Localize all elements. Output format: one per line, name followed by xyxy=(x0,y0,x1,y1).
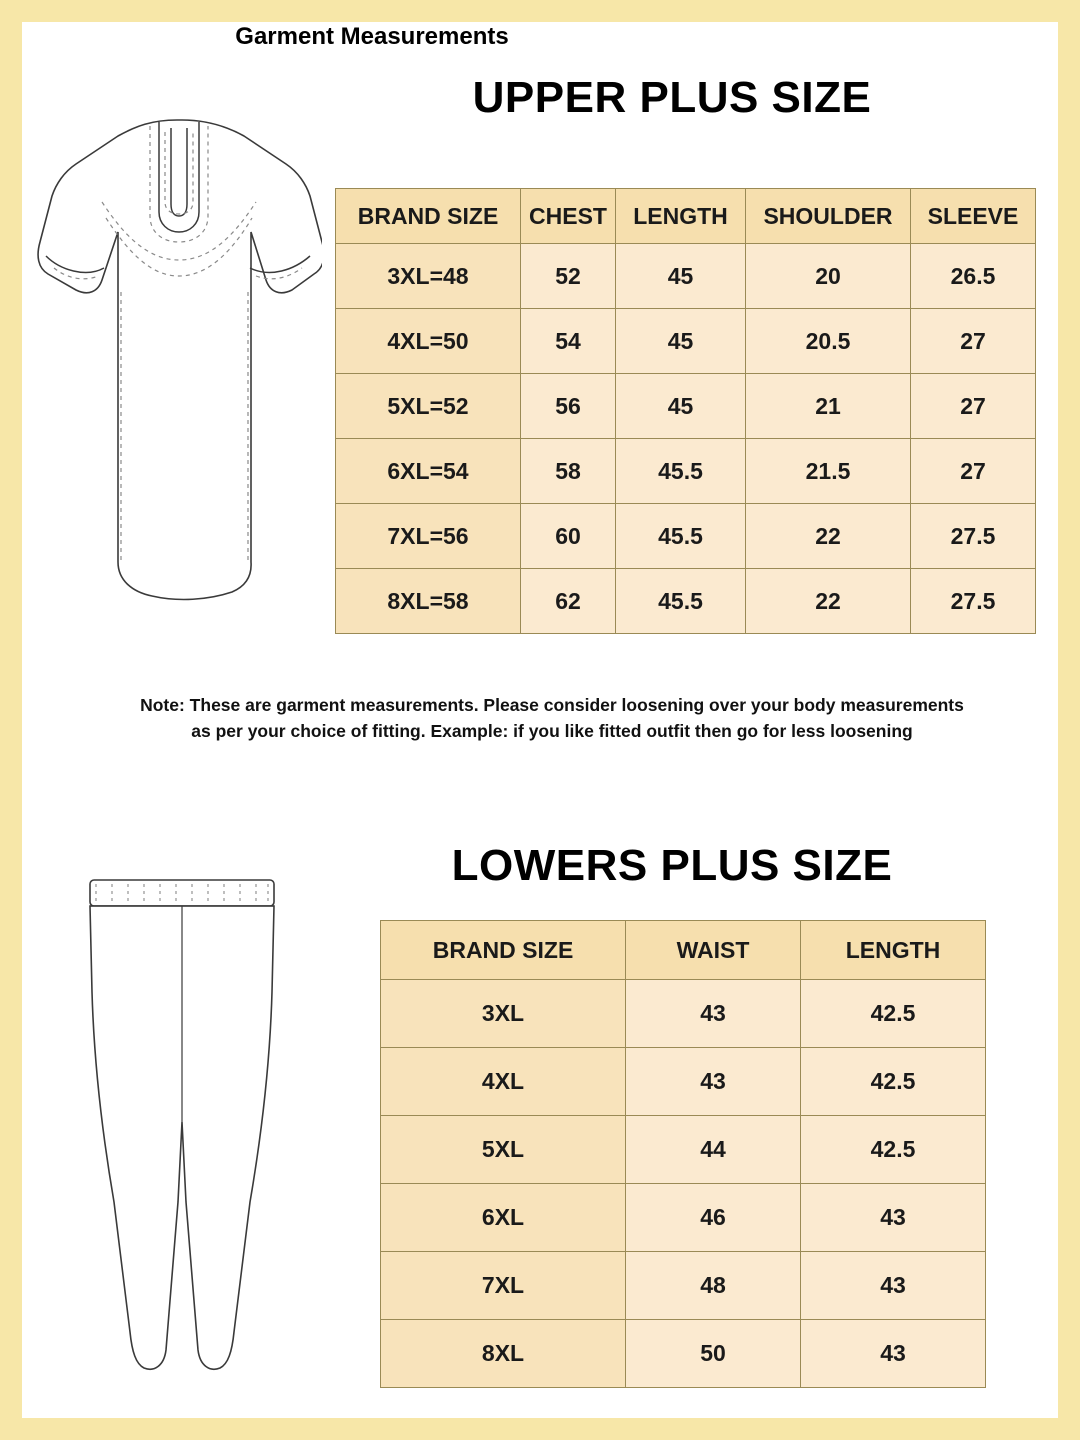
column-header: BRAND SIZE xyxy=(381,921,626,980)
cell-brand-size: 3XL xyxy=(381,980,626,1048)
cell-brand-size: 7XL=56 xyxy=(336,504,521,569)
cell-sleeve: 27 xyxy=(911,439,1036,504)
cell-chest: 54 xyxy=(521,309,616,374)
lower-size-section xyxy=(22,762,1058,1418)
cell-waist: 43 xyxy=(626,1048,801,1116)
table-row xyxy=(336,504,1036,569)
note-line-2: as per your choice of fitting. Example: if you like fitted outfit then go for less loosening xyxy=(191,721,913,741)
cell-chest: 58 xyxy=(521,439,616,504)
cell-brand-size: 3XL=48 xyxy=(336,244,521,309)
cell-sleeve: 27 xyxy=(911,374,1036,439)
cell-chest: 56 xyxy=(521,374,616,439)
cell-length: 42.5 xyxy=(801,1048,986,1116)
cell-waist: 50 xyxy=(626,1320,801,1388)
table-row xyxy=(381,1252,986,1320)
cell-waist: 43 xyxy=(626,980,801,1048)
cell-shoulder: 21 xyxy=(746,374,911,439)
table-row xyxy=(381,980,986,1048)
column-header: LENGTH xyxy=(616,189,746,244)
upper-size-section xyxy=(22,22,1058,762)
table-header-row xyxy=(381,921,986,980)
page-title-lower: LOWERS PLUS SIZE xyxy=(451,841,893,890)
cell-length: 45 xyxy=(616,244,746,309)
cell-waist: 48 xyxy=(626,1252,801,1320)
column-header: LENGTH xyxy=(801,921,986,980)
cell-length: 45.5 xyxy=(616,569,746,634)
cell-chest: 52 xyxy=(521,244,616,309)
cell-length: 43 xyxy=(801,1252,986,1320)
cell-shoulder: 22 xyxy=(746,504,911,569)
cell-length: 42.5 xyxy=(801,980,986,1048)
table-row xyxy=(381,1184,986,1252)
cell-length: 43 xyxy=(801,1320,986,1388)
cell-brand-size: 4XL xyxy=(381,1048,626,1116)
page-title-upper: UPPER PLUS SIZE xyxy=(472,73,872,122)
column-header: BRAND SIZE xyxy=(336,189,521,244)
cell-sleeve: 27 xyxy=(911,309,1036,374)
column-header: CHEST xyxy=(521,189,616,244)
cell-waist: 46 xyxy=(626,1184,801,1252)
table-row xyxy=(381,1116,986,1184)
cell-brand-size: 6XL=54 xyxy=(336,439,521,504)
upper-size-table xyxy=(335,188,1036,634)
cell-shoulder: 21.5 xyxy=(746,439,911,504)
column-header: SHOULDER xyxy=(746,189,911,244)
cell-brand-size: 5XL xyxy=(381,1116,626,1184)
upper-table-container xyxy=(335,188,1036,634)
upper-subtitle: Garment Measurements xyxy=(235,23,509,50)
cell-sleeve: 27.5 xyxy=(911,569,1036,634)
table-row xyxy=(336,374,1036,439)
cell-brand-size: 8XL xyxy=(381,1320,626,1388)
measurement-note xyxy=(82,692,1022,744)
cell-sleeve: 27.5 xyxy=(911,504,1036,569)
kurta-illustration xyxy=(32,92,322,652)
size-chart-page xyxy=(22,22,1058,1418)
table-row xyxy=(381,1320,986,1388)
cell-shoulder: 22 xyxy=(746,569,911,634)
cell-waist: 44 xyxy=(626,1116,801,1184)
table-row xyxy=(336,309,1036,374)
cell-brand-size: 8XL=58 xyxy=(336,569,521,634)
cell-brand-size: 4XL=50 xyxy=(336,309,521,374)
column-header: WAIST xyxy=(626,921,801,980)
note-line-1: Note: These are garment measurements. Please consider loosening over your body measurements xyxy=(140,695,964,715)
table-row xyxy=(381,1048,986,1116)
cell-length: 45 xyxy=(616,374,746,439)
cell-sleeve: 26.5 xyxy=(911,244,1036,309)
cell-brand-size: 6XL xyxy=(381,1184,626,1252)
cell-length: 42.5 xyxy=(801,1116,986,1184)
cell-brand-size: 7XL xyxy=(381,1252,626,1320)
cell-chest: 62 xyxy=(521,569,616,634)
cell-length: 45.5 xyxy=(616,504,746,569)
cell-shoulder: 20.5 xyxy=(746,309,911,374)
pants-illustration xyxy=(52,872,312,1402)
column-header: SLEEVE xyxy=(911,189,1036,244)
lower-table-container xyxy=(380,920,986,1388)
lower-size-table xyxy=(380,920,986,1388)
cell-shoulder: 20 xyxy=(746,244,911,309)
cell-chest: 60 xyxy=(521,504,616,569)
table-header-row xyxy=(336,189,1036,244)
table-row xyxy=(336,244,1036,309)
cell-brand-size: 5XL=52 xyxy=(336,374,521,439)
cell-length: 43 xyxy=(801,1184,986,1252)
table-row xyxy=(336,439,1036,504)
cell-length: 45 xyxy=(616,309,746,374)
table-row xyxy=(336,569,1036,634)
cell-length: 45.5 xyxy=(616,439,746,504)
